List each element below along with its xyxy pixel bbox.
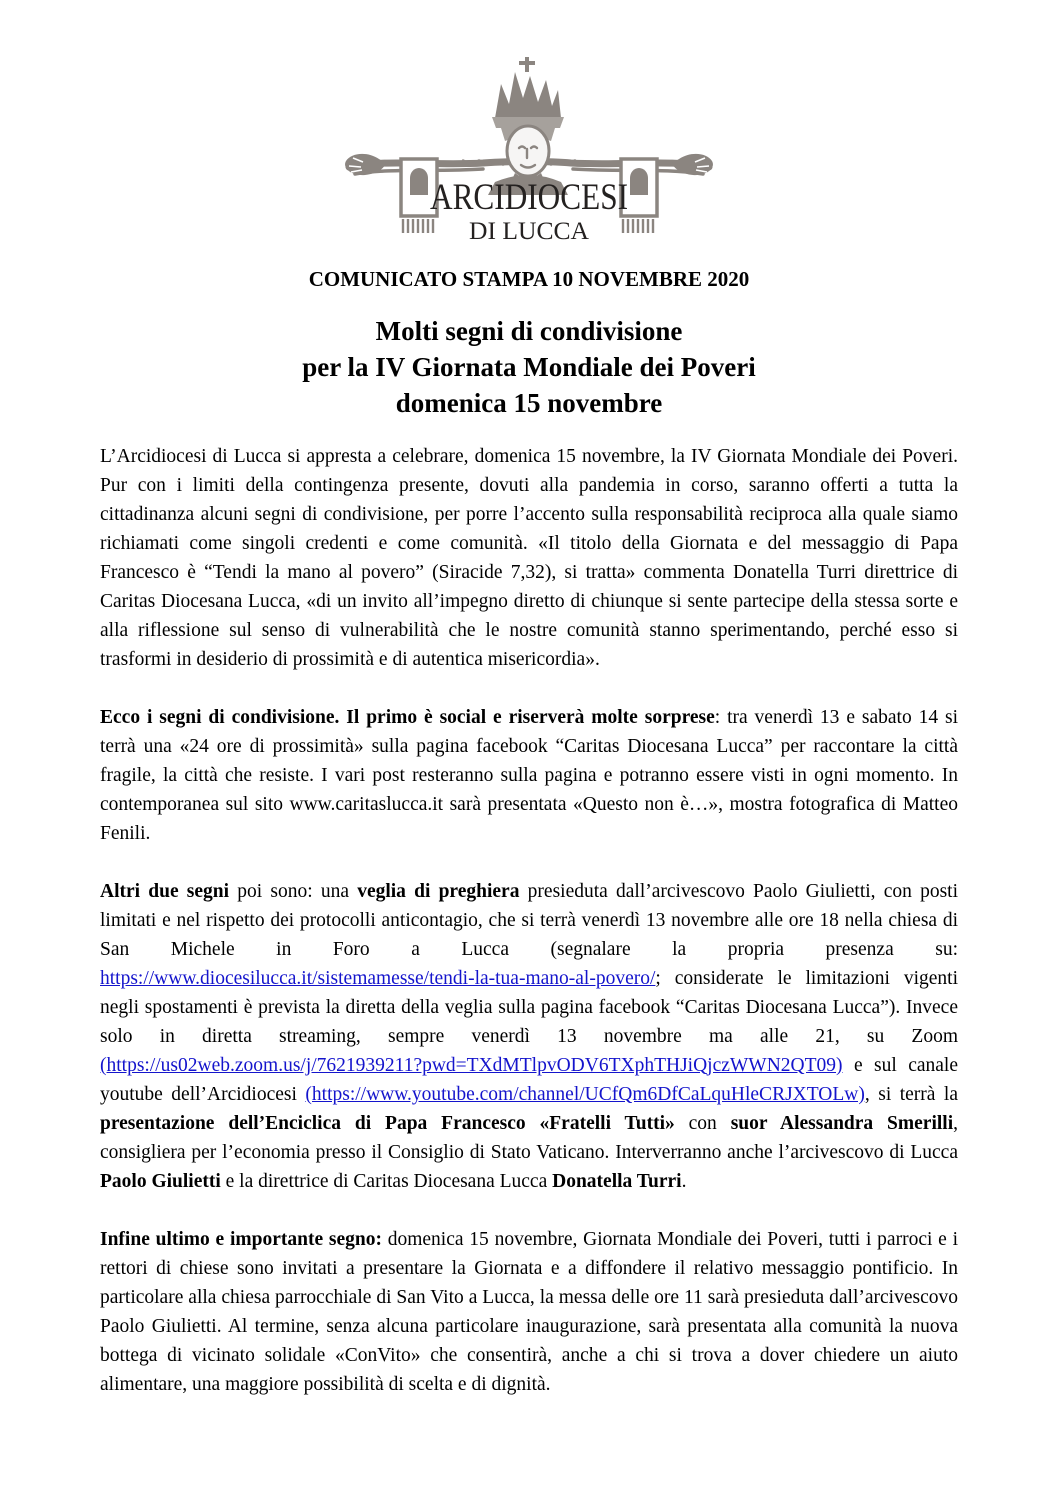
text-run: , consigliera per l’economia presso il Consiglio di Stato Vaticano. Interverranno anche l’arcivescovo di Lucca xyxy=(100,1113,958,1163)
logo-org-place: DI LUCCA xyxy=(469,218,589,245)
text-run: presentazione dell’Enciclica di Papa Francesco «Fratelli Tutti» xyxy=(100,1113,675,1134)
text-run: Donatella Turri xyxy=(552,1171,682,1192)
title-line-3: domenica 15 novembre xyxy=(395,388,663,418)
body-paragraph-vigil-and-presentation xyxy=(100,877,958,1196)
text-run: suor Alessandra Smerilli xyxy=(730,1113,954,1134)
arcidiocesi-di-lucca-logo xyxy=(343,56,715,248)
diocesilucca-link[interactable]: https://www.diocesilucca.it/sistemamesse/tendi-la-tua-mano-al-povero/ xyxy=(100,968,656,989)
document-body xyxy=(100,442,958,1399)
body-paragraph-social-sign xyxy=(100,703,958,848)
text-run: Paolo Giulietti xyxy=(100,1171,221,1192)
document-title xyxy=(100,313,958,421)
youtube-link[interactable]: (https://www.youtube.com/channel/UCfQm6DfCaLquHleCRJXTOLw) xyxy=(305,1084,865,1105)
logo-org-name: ARCIDIOCESI xyxy=(430,177,628,218)
cross-icon xyxy=(519,57,535,72)
text-run: Ecco i segni di condivisione. Il primo è social e riserverà molte sorprese xyxy=(100,707,715,728)
text-run: Infine ultimo e importante segno: xyxy=(100,1229,382,1250)
body-paragraph-intro xyxy=(100,442,958,674)
body-paragraph-final-sign xyxy=(100,1225,958,1399)
press-release-kicker: COMUNICATO STAMPA 10 NOVEMBRE 2020 xyxy=(308,267,750,291)
text-run: con xyxy=(674,1113,731,1134)
volto-santo-figure xyxy=(488,57,568,195)
text-run: , si terrà la xyxy=(864,1084,958,1105)
zoom-link[interactable]: (https://us02web.zoom.us/j/7621939211?pwd=TXdMTlpvODV6TXphTHJiQjczWWN2QT09) xyxy=(100,1055,843,1076)
text-run: presieduta dall’arcivescovo Paolo Giulietti, con posti limitati e nel rispetto dei protocolli anticontagio, che si terrà venerdì 13 novembre alle ore 18 nella chiesa di San Michele in Foro a Lucca (segnalare la propria presenza su: xyxy=(100,881,958,960)
title-line-2: per la IV Giornata Mondiale dei Poveri xyxy=(302,352,756,382)
text-run: ; considerate le limitazioni vigenti negli spostamenti è prevista la diretta della veglia sulla pagina facebook “Caritas Diocesana Lucca”). Invece solo in diretta streaming, sempre venerdì 13 novembre ma alle 21, su Zoom xyxy=(100,968,958,1047)
text-run: domenica 15 novembre, Giornata Mondiale dei Poveri, tutti i parroci e i rettori di chiese sono invitati a presentare la Giornata e a diffondere il relativo messaggio pontificio. In particolare alla chiesa parrocchiale di San Vito a Lucca, la messa delle ore 11 sarà presieduta dall’arcivescovo Paolo Giulietti. Al termine, senza alcuna particolare inaugurazione, sarà presentata alla comunità la nuova bottega di vicinato solidale «ConVito» che consentirà, anche a chi si trova a dover chiedere un aiuto alimentare, una maggiore possibilità di scelta e di dignità. xyxy=(100,1229,958,1395)
text-run: e sul canale youtube dell’Arcidiocesi xyxy=(100,1055,958,1105)
text-run: . xyxy=(681,1171,687,1192)
text-run: e la direttrice di Caritas Diocesana Lucca xyxy=(220,1171,553,1192)
text-run: L’Arcidiocesi di Lucca si appresta a celebrare, domenica 15 novembre, la IV Giornata Mondiale dei Poveri. Pur con i limiti della contingenza presente, dovuti alla pandemia in corso, saranno offerti a tutta la cittadinanza alcuni segni di condivisione, per porre l’accento sulla responsabilità reciproca alla quale siamo richiamati come singoli credenti e come comunità. «Il titolo della Giornata e del messaggio di Papa Francesco è “Tendi la mano al povero” (Siracide 7,32), si tratta» commenta Donatella Turri direttrice di Caritas Diocesana Lucca, «di un invito all’impegno diretto di chiunque si sente partecipe della stessa sorte e alla riflessione sul senso di vulnerabilità che le nostre comunità stanno sperimentando, perché esso si trasformi in desiderio di prossimità e di autentica misericordia». xyxy=(100,446,958,670)
text-run: Altri due segni xyxy=(100,881,230,902)
text-run: poi sono: una xyxy=(229,881,358,902)
title-line-1: Molti segni di condivisione xyxy=(375,316,683,346)
text-run: veglia di preghiera xyxy=(357,881,520,902)
text-run: : tra venerdì 13 e sabato 14 si terrà una «24 ore di prossimità» sulla pagina facebook “Caritas Diocesana Lucca” per raccontare la città fragile, la città che resiste. I vari post resteranno sulla pagina e potranno essere visti in ogni momento. In contemporanea sul sito www.caritaslucca.it sarà presentata «Questo non è…», mostra fotografica di Matteo Fenili. xyxy=(100,707,958,844)
